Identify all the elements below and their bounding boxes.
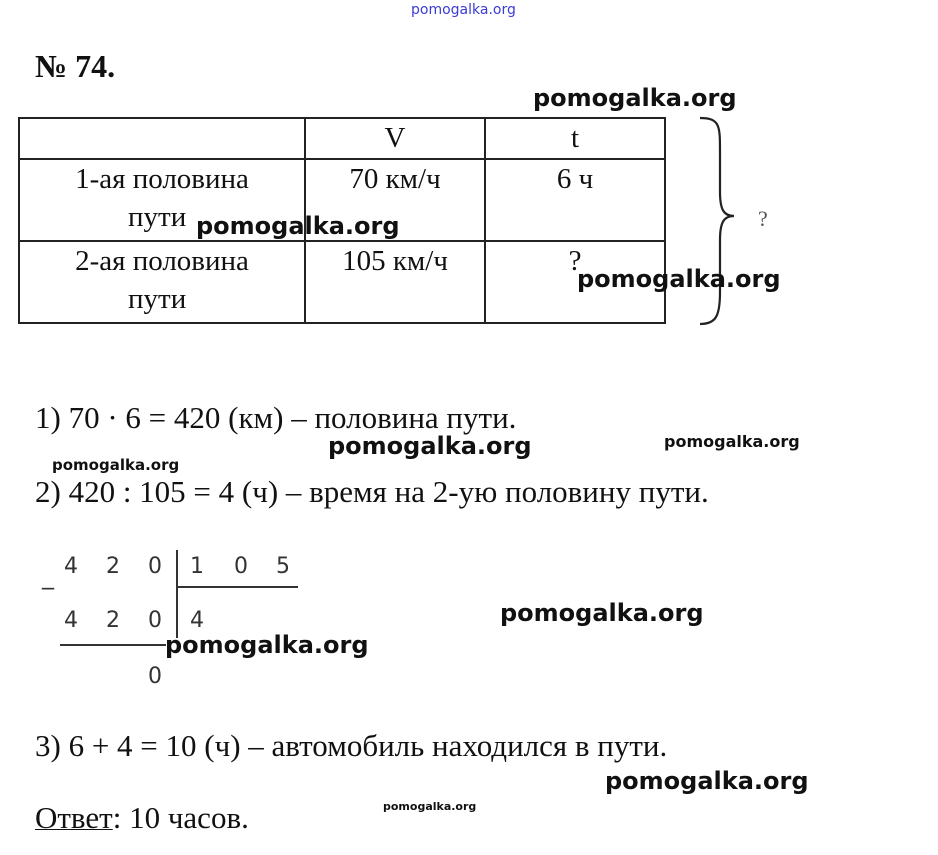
watermark-top: pomogalka.org <box>411 2 516 18</box>
row-label-line2: пути <box>128 201 187 233</box>
speed-cell: 70 км/ч <box>305 159 485 241</box>
watermark: pomogalka.org <box>383 800 477 813</box>
subtraction-line <box>60 644 166 646</box>
step-2: 2) 420 : 105 = 4 (ч) – время на 2-ую половину пути. <box>35 474 709 509</box>
watermark: pomogalka.org <box>165 631 369 659</box>
watermark: pomogalka.org <box>328 432 532 460</box>
watermark: pomogalka.org <box>196 212 400 240</box>
speed-cell: 105 км/ч <box>305 241 485 323</box>
answer-value: 10 часов. <box>121 800 249 835</box>
divisor-digit: 1 <box>190 554 204 579</box>
row-label-line1: 2-ая половина <box>75 245 249 277</box>
curly-brace-icon <box>690 112 750 332</box>
header-cell <box>19 118 305 159</box>
total-time-question: ? <box>758 206 768 231</box>
step-1: 1) 70 · 6 = 420 (км) – половина пути. <box>35 400 517 435</box>
row-label-line2: пути <box>128 283 187 315</box>
dividend-digit: 0 <box>148 554 162 579</box>
division-vertical-line <box>176 550 178 638</box>
problem-number: № 74. <box>35 48 116 84</box>
division-horizontal-line <box>176 586 298 588</box>
header-cell-speed: V <box>305 118 485 159</box>
watermark: pomogalka.org <box>533 84 737 112</box>
table-header-row <box>19 118 665 159</box>
divisor-digit: 0 <box>234 554 248 579</box>
remainder: 0 <box>148 664 162 689</box>
header-cell-time: t <box>485 118 665 159</box>
row-label <box>19 241 305 323</box>
answer-label: Ответ <box>35 800 113 835</box>
product-digit: 4 <box>64 608 78 633</box>
long-division <box>40 548 310 693</box>
product-digit: 0 <box>148 608 162 633</box>
watermark: pomogalka.org <box>52 456 180 474</box>
watermark: pomogalka.org <box>664 432 800 451</box>
product-digit: 2 <box>106 608 120 633</box>
time-cell: 6 ч <box>485 159 665 241</box>
table-row <box>19 241 665 323</box>
answer-colon: : <box>112 800 122 835</box>
time-cell: ? <box>485 241 665 323</box>
watermark: pomogalka.org <box>500 599 704 627</box>
step-3: 3) 6 + 4 = 10 (ч) – автомобиль находился в пути. <box>35 728 668 763</box>
watermark: pomogalka.org <box>577 265 781 293</box>
row-label-line1: 1-ая половина <box>75 163 249 195</box>
watermark: pomogalka.org <box>605 767 809 795</box>
answer <box>35 800 249 836</box>
minus-sign: _ <box>42 562 54 590</box>
quotient: 4 <box>190 608 204 633</box>
dividend-digit: 2 <box>106 554 120 579</box>
dividend-digit: 4 <box>64 554 78 579</box>
divisor-digit: 5 <box>276 554 290 579</box>
